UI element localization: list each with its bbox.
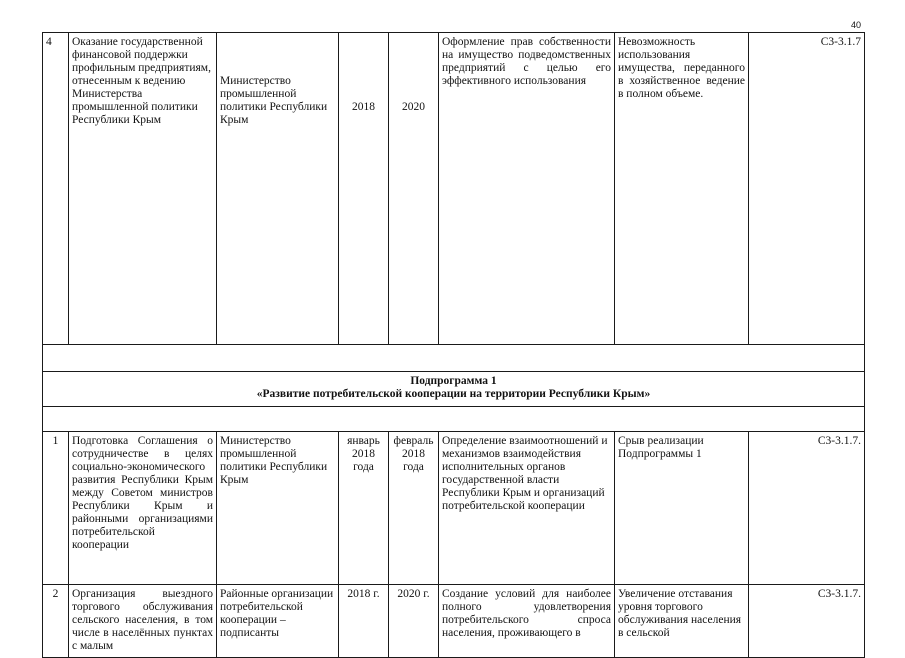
table-row xyxy=(43,345,865,372)
expected-result: Оформление прав собственности на имущество подведомственных предприятий с целью его эффективного использования xyxy=(439,33,615,345)
indicator-code: С3-3.1.7. xyxy=(749,432,865,585)
executor: Районные организации потребительской кооперации – подписанты xyxy=(217,585,339,658)
subprogram-name: «Развитие потребительской кооперации на территории Республики Крым» xyxy=(256,388,651,400)
start-year: 2018 г. xyxy=(339,585,389,658)
end-date: февраль 2018 года xyxy=(389,432,439,585)
subprogram-number: Подпрограмма 1 xyxy=(410,375,497,387)
subprogram-title xyxy=(43,372,865,407)
risk-description: Невозможность использования имущества, переданного в хозяйственное ведение в полном объеме. xyxy=(615,33,749,345)
empty-cell xyxy=(43,407,865,432)
measure-name: Оказание государственной финансовой поддержки профильным предприятиям, отнесенным к ведению Министерства промышленной политики Республики Крым xyxy=(69,33,217,345)
expected-result: Создание условий для наиболее полного удовлетворения потребительского спроса населения, проживающего в xyxy=(439,585,615,658)
executor: Министерство промышленной политики Республики Крым xyxy=(217,432,339,585)
risk-description: Увеличение отставания уровня торгового обслуживания населения в сельской xyxy=(615,585,749,658)
end-year: 2020 г. xyxy=(389,585,439,658)
row-number: 4 xyxy=(43,33,69,345)
row-number: 1 xyxy=(43,432,69,585)
start-date: январь 2018 года xyxy=(339,432,389,585)
table-row xyxy=(43,33,865,345)
table-row xyxy=(43,432,865,585)
measure-name: Организация выездного торгового обслуживания сельского населения, в том числе в населённых пунктах с малым xyxy=(69,585,217,658)
indicator-code: С3-3.1.7. xyxy=(749,585,865,658)
measure-name: Подготовка Соглашения о сотрудничестве в целях социально-экономического развития Республики Крым между Советом министров Республики Крым и районными организациями потребительской кооперации xyxy=(69,432,217,585)
end-year: 2020 xyxy=(389,33,439,345)
subprogram-row xyxy=(43,372,865,407)
measures-table xyxy=(42,32,865,658)
table-row xyxy=(43,585,865,658)
expected-result: Определение взаимоотношений и механизмов взаимодействия исполнительных органов государственной власти Республики Крым и организаций потребительской кооперации xyxy=(439,432,615,585)
executor: Министерство промышленной политики Республики Крым xyxy=(217,33,339,345)
empty-cell xyxy=(43,345,865,372)
start-year: 2018 xyxy=(339,33,389,345)
risk-description: Срыв реализации Подпрограммы 1 xyxy=(615,432,749,585)
page-number: 40 xyxy=(850,20,861,30)
indicator-code: С3-3.1.7 xyxy=(749,33,865,345)
row-number: 2 xyxy=(43,585,69,658)
table-row xyxy=(43,407,865,432)
